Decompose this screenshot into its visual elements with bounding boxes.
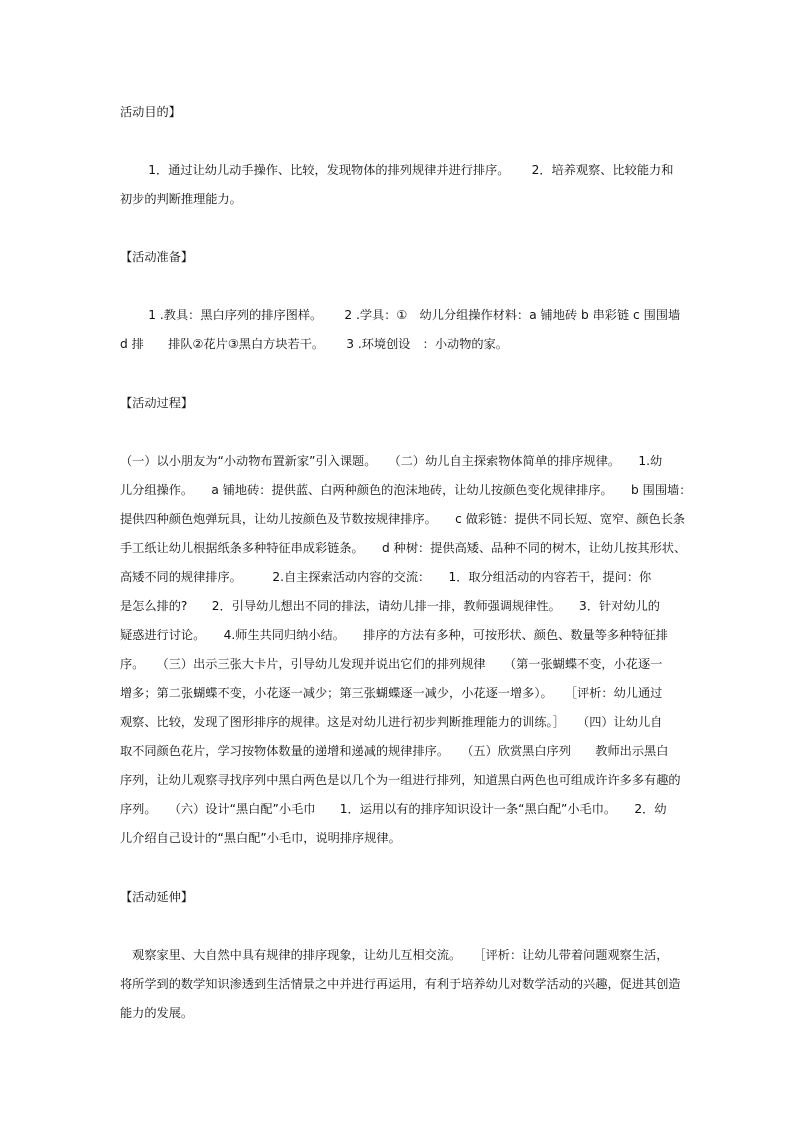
process-line-2: 儿分组操作。 a 铺地砖：提供蓝、白两种颜色的泡沫地砖，让幼儿按颜色变化规律排序。 b 围围墙： (120, 483, 692, 497)
prep-line-2: d 排 排队②花片③黑白方块若干。 3 .环境创设 ：小动物的家。 (120, 337, 508, 351)
process-line-9: 增多；第二张蝴蝶不变，小花逐一减少；第三张蝴蝶逐一减少，小花逐一增多）。 ［评析：幼儿通过 (120, 686, 663, 700)
process-line-12: 序列，让幼儿观察寻找序列中黑白两色是以几个为一组进行排列，知道黑白两色也可组成许许多多有趣的 (120, 773, 681, 787)
process-line-4: 手工纸让幼儿根据纸条多种特征串成彩链条。 d 种树：提供高矮、品种不同的树木，让幼儿按其形状、 (120, 541, 687, 555)
prep-line-1: 1 .教具：黑白序列的排序图样。 2 .学具：① 幼儿分组操作材料：a 铺地砖 b 串彩链 c 围围墙 (120, 308, 681, 322)
process-line-14: 儿介绍自己设计的“黑白配”小毛巾，说明排序规律。 (120, 831, 401, 845)
extend-line-1: 观察家里、大自然中具有规律的排序现象，让幼儿互相交流。 ［评析：让幼儿带着问题观察生活， (120, 948, 669, 962)
process-line-10: 观察、比较，发现了图形排序的规律。这是对幼儿进行初步判断推理能力的训练。］ （四）让幼儿自 (120, 715, 663, 729)
goal-line-2: 初步的判断推理能力。 (120, 192, 242, 206)
heading-extend: 【活动延伸】 (120, 890, 194, 904)
heading-prep: 【活动准备】 (120, 250, 194, 264)
goal-line-1: 1．通过让幼儿动手操作、比较，发现物体的排列规律并进行排序。 2．培养观察、比较能力和 (120, 163, 674, 177)
process-line-8: 序。 （三）出示三张大卡片，引导幼儿发现并说出它们的排列规律 （第一张蝴蝶不变，小花逐一 (120, 657, 663, 671)
extend-line-3: 能力的发展。 (120, 1006, 194, 1020)
heading-process: 【活动过程】 (120, 396, 194, 410)
process-line-1: （一）以小朋友为“小动物布置新家”引入课题。 （二）幼儿自主探索物体简单的排序规律。 1.幼 (120, 454, 663, 468)
process-line-7: 疑惑进行讨论。 4.师生共同归纳小结。 排序的方法有多种，可按形状、颜色、数量等多种特征排 (120, 628, 668, 642)
process-line-3: 提供四种颜色炮弹玩具，让幼儿按颜色及节数按规律排序。 c 做彩链：提供不同长短、宽窄、颜色长条 (120, 512, 686, 526)
extend-line-2: 将所学到的数学知识渗透到生活情景之中并进行再运用，有利于培养幼儿对数学活动的兴趣，促进其创造 (120, 977, 681, 991)
heading-goal: 活动目的】 (120, 105, 181, 119)
process-line-5: 高矮不同的规律排序。 2.自主探索活动内容的交流： 1．取分组活动的内容若干，提问：你 (120, 570, 652, 584)
process-line-6: 是怎么排的? 2．引导幼儿想出不同的排法，请幼儿排一排，教师强调规律性。 3．针对幼儿的 (120, 599, 660, 613)
process-line-13: 序列。 （六）设计“黑白配”小毛巾 1．运用以有的排序知识设计一条“黑白配”小毛巾。 2．幼 (120, 802, 667, 816)
process-line-11: 取不同颜色花片，学习按物体数量的递增和递减的规律排序。 （五）欣赏黑白序列 教师出示黑白 (120, 744, 669, 758)
